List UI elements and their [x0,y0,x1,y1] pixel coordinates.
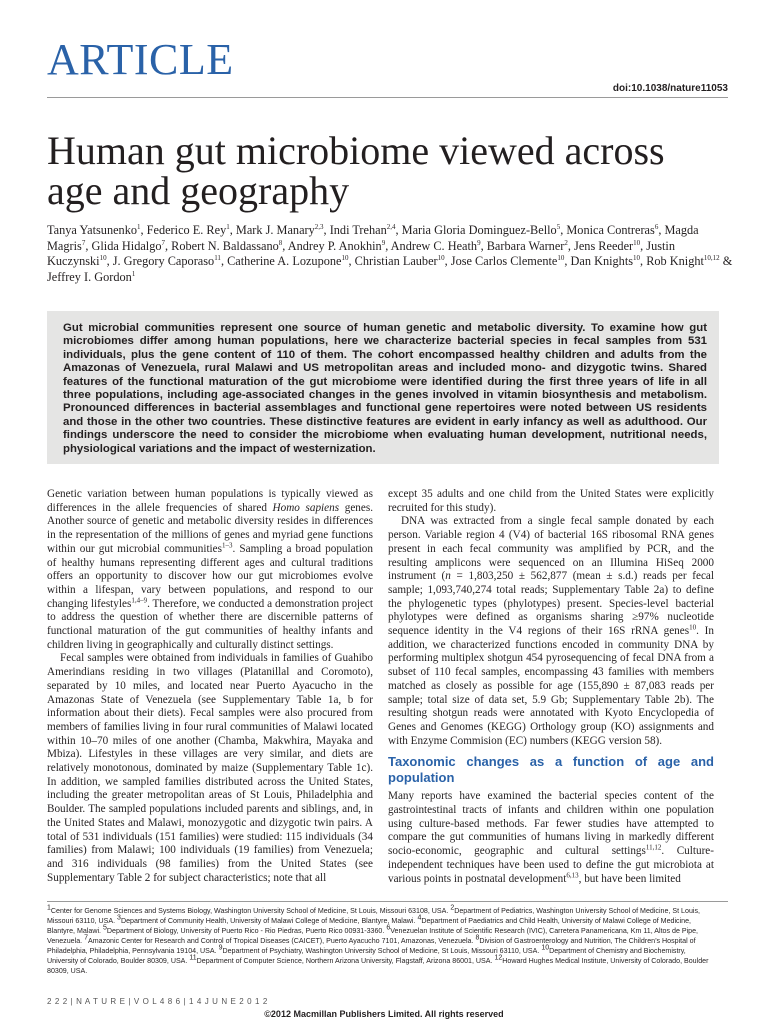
author-name[interactable]: Dan Knights [570,254,634,269]
paragraph: Fecal samples were obtained from individuals in families of Guahibo Amerindians residing in two villages (Platanillal and Coromoto), separated by 10 miles, and located near Puerto Ayacucho in the Amazonas State of Venezuela (see Supplementary Table 1a, b for information about their diets). Fecal samples were also procured from members of families living in four rural communities of Malawi located within 10–70 miles of one another (Chamba, Makwhira, Mayaka and Mbiza). Lifestyles in these villages are very similar, and diets are relatively monotonous, dominated by maize (Supplementary Table 1c). In addition, we sampled families distributed across the United States, including the greater metropolitan areas of St Louis, Philadelphia and Boulder. The sampled populations included parents and siblings, and, in the United States and Malawi, monozygotic and dizygotic twin pairs. A total of 531 individuals (151 families) were studied: 115 individuals (34 families) from Malawi; 100 individuals (19 families) from Venezuela; and 316 individuals (98 families) from the United States (see Supplementary Table 2 for subject characteristics; note that all [47,652,373,884]
author-affiliation-ref: 5 [556,222,561,231]
section-heading: Taxonomic changes as a function of age and population [388,754,714,786]
affiliation-number: 7 [84,934,88,942]
author-affiliation-ref: 7 [81,238,86,247]
affiliation-number: 9 [218,944,223,952]
author-name[interactable]: Robert N. Baldassano [171,238,279,253]
affiliation-text: Department of Chemistry and Biochemistry, University of Colorado, Boulder 80309, USA. [47,947,686,965]
author-affiliation-ref: 7 [161,238,166,247]
affiliation-number: 3 [117,914,121,922]
affiliation-text: Department of Biology, University of Puerto Rico - Rio Piedras, Puerto Rico 00931-3360. [106,927,387,935]
author-affiliation-ref: 2,3 [314,222,324,231]
author-affiliation-ref: 10,12 [703,254,720,263]
affiliation-number: 6 [386,924,391,932]
article-type-label: ARTICLE [47,35,234,84]
citation-ref[interactable]: 10 [689,623,697,632]
affiliation-number: 1 [47,904,51,912]
affiliation-number: 5 [102,924,107,932]
paragraph: DNA was extracted from a single fecal sample donated by each person. Variable region 4 (V4) of bacterial 16S ribosomal RNA genes present in each fecal community was amplified by PCR, and the resulting amplicons were sequenced on an Illumina HiSeq 2000 instrument (n = 1,803,250 ± 562,877 (mean ± s.d.) reads per fecal sample; 1,093,740,274 total reads; Supplementary Table 2a) to define the phylogenetic types (phylotypes) present. Species-level bacterial phylotypes were defined as organisms sharing ≥97% nucleotide sequence identity in the V4 regions of their 16S rRNA genes$^{10}$. In addition, we characterized functions encoded in community DNA by performing multiplex shotgun 454 pyrosequencing of fecal DNA from a subset of 110 fecal samples, encompassing 43 families with members matched as closely as possible for age (155,890 ± 87,083 reads per sample; total size of data set, 5.9 Gb; Supplementary Table 2b). The resulting shotgun reads were annotated with Kyoto Encyclopedia of Genes and Genomes (KEGG) Orthology group (KO) assignments and with Enzyme Commision (EC) numbers (KEGG version 58). [388,515,714,747]
body-column-left [47,488,373,885]
author-name[interactable]: Jens Reeder [574,238,634,253]
citation-ref[interactable]: 6,13 [566,870,579,879]
paragraph: Many reports have examined the bacterial species content of the gastrointestinal tracts of infants and children within one population using culture-based methods. Far fewer studies have attempted to compare the gut communities of humans living in markedly different socio-economic, geographic and cultural settings$^{11,12}$. Culture-independent techniques have been used to define the gut microbiota at various points in postnatal development$^{6,13}$, but have been limited [388,790,714,885]
author-affiliation-ref: 10 [557,254,565,263]
affiliation-text: Department of Computer Science, Northern Arizona University, Flagstaff, Arizona 86001, USA. [196,957,495,965]
citation-ref[interactable]: 1–3 [222,541,233,550]
header-divider [47,97,728,98]
author-name[interactable]: J. Gregory Caporaso [112,254,215,269]
author-affiliation-ref: 9 [477,238,481,247]
author-name[interactable]: Monica Contreras [566,223,655,237]
author-affiliation-ref: 10 [99,254,107,263]
footnote-divider [47,901,728,902]
author-name[interactable]: Barbara Warner [486,238,565,253]
paragraph: except 35 adults and one child from the United States were explicitly recruited for this study). [388,488,714,514]
author-affiliation-ref: 2 [564,238,568,247]
affiliation-text: Howard Hughes Medical Institute, University of Colorado, Boulder 80309, USA. [47,957,709,975]
author-name[interactable]: Indi Trehan [329,223,387,237]
affiliation-text: Amazonic Center for Research and Control of Tropical Diseases (CAICET), Puerto Ayacucho 7101, Amazonas, Venezuela. [87,937,476,945]
author-affiliation-ref: 8 [278,238,283,247]
author-affiliation-ref: 11 [214,254,221,263]
author-name[interactable]: Maria Gloria Dominguez-Bello [401,223,557,237]
affiliation-text: Division of Gastroenterology and Nutrition, The Children’s Hospital of Philadelphia, Philadelphia, Pennsylvania 19104, USA. [47,937,696,955]
author-affiliation-ref: 10 [437,254,445,263]
affiliation-text: Department of Community Health, University of Malawi College of Medicine, Blantyre, Malawi. [120,917,418,925]
author-name[interactable]: Catherine A. Lozupone [227,254,342,269]
affiliation-text: Department of Psychiatry, Washington University School of Medicine, St Louis, Missouri 63110, USA. [222,947,542,955]
affiliation-number: 10 [541,944,550,952]
author-affiliation-ref: 1 [226,222,230,231]
author-affiliation-ref: 10 [633,254,641,263]
author-name[interactable]: Tanya Yatsunenko [47,223,137,237]
paragraph: Genetic variation between human populations is typically viewed as differences in the allele frequencies of shared Homo sapiens genes. Another source of genetic and metabolic diversity resides in differences in the representation of the millions of genes and myriad gene functions within our gut microbial communities$^{1-3}$. Sampling a broad population of healthy humans representing different ages and cultural traditions offers an opportunity to discover how our gut microbiomes evolve within a lifespan, vary between populations, and respond to our changing lifestyles$^{1,4-9}$. Therefore, we conducted a demonstration project to address the question of whether there are discernible patterns of functional maturation of the gut communities of healthy infants and children living in geographically and culturally distinct settings. [47,488,373,651]
article-title: Human gut microbiome viewed across age and geography [47,128,665,213]
affiliation-text: Department of Pediatrics, Washington University School of Medicine, St Louis, Missouri 63110, USA. [47,907,700,925]
author-list: Tanya Yatsunenko$^1$, Federico E. Rey$^1$, Mark J. Manary$^{2,3}$, Indi Trehan$^{2,4}$, Maria Gloria Dominguez-Bello$^5$, Monica Contreras$^6$, Magda Magris$^7$, Glida Hidalgo$^7$, Robert N. Baldassano$^8$, Andrey P. Anokhin$^9$, Andrew C. Heath$^9$, Barbara Warner$^2$, Jens Reeder$^{10}$, Justin Kuczynski$^{10}$, J. Gregory Caporaso$^{11}$, Catherine A. Lozupone$^{10}$, Christian Lauber$^{10}$, Jose Carlos Clemente$^{10}$, Dan Knights$^{10}$, Rob Knight$^{10,12}$ & Jeffrey I. Gordon$^1$ [47,222,733,284]
author-affiliation-ref: 1 [131,269,136,278]
author-affiliation-ref: 6 [654,222,659,231]
author-name[interactable]: Jeffrey I. Gordon [47,269,132,284]
author-name[interactable]: Jose Carlos Clemente [450,254,558,269]
affiliation-number: 12 [494,954,503,962]
affiliation-text: Department of Paediatrics and Child Health, University of Malawi College of Medicine, Blantyre, Malawi. [47,917,692,935]
author-name[interactable]: Andrew C. Heath [390,238,478,253]
author-name[interactable]: Mark J. Manary [235,223,315,237]
affiliations-footnote [47,906,717,976]
author-name[interactable]: Federico E. Rey [146,223,227,237]
author-affiliation-ref: 10 [633,238,641,247]
author-name[interactable]: Andrey P. Anokhin [287,238,382,253]
affiliation-number: 11 [189,954,197,962]
body-column-right [388,488,714,886]
citation-ref[interactable]: 1,4–9 [131,595,148,604]
affiliation-number: 2 [450,904,455,912]
affiliation-text: Venezuelan Institute of Scientific Research (IVIC), Carretera Panamericana, Km 11, Altos de Pipe, Venezuela. [47,927,699,945]
author-affiliation-ref: 1 [137,222,141,231]
author-affiliation-ref: 9 [381,238,386,247]
author-name[interactable]: Magda Magris [47,223,699,253]
author-name[interactable]: Justin Kuczynski [47,238,675,269]
author-name[interactable]: Rob Knight [646,254,704,269]
abstract-box [47,311,719,464]
author-affiliation-ref: 2,4 [386,222,396,231]
author-name[interactable]: Christian Lauber [354,254,438,269]
author-affiliation-ref: 10 [341,254,349,263]
affiliation-number: 4 [417,914,422,922]
affiliation-text: Center for Genome Sciences and Systems Biology, Washington University School of Medicine, St Louis, Missouri 63108, USA. [50,907,451,915]
affiliation-number: 8 [475,934,480,942]
page-info: 2 2 2 | N A T U R E | V O L 4 8 6 | 1 4 J U N E 2 0 1 2 [47,997,268,1006]
author-name[interactable]: Glida Hidalgo [91,238,162,253]
abstract-text: Gut microbial communities represent one source of human genetic and metabolic diversity. To examine how gut microbiomes differ among human populations, here we characterize bacterial species in fecal samples from 531 individuals, plus the gene content of 110 of them. The cohort encompassed healthy children and adults from the Amazonas of Venezuela, rural Malawi and US metropolitan areas and included mono- and dizygotic twins. Shared features of the functional maturation of the gut microbiome were identified during the first three years of life in all three populations, including age-associated changes in the genes involved in vitamin biosynthesis and metabolism. Pronounced differences in bacterial assemblages and functional gene repertoires were noted between US residents and those in the other two countries. These distinctive features are evident in early infancy as well as adulthood. Our findings underscore the need to consider the microbiome when evaluating human development, nutritional needs, physiological variations and the impact of westernization. [63,322,707,455]
citation-ref[interactable]: 11,12 [645,843,662,852]
copyright-notice: ©2012 Macmillan Publishers Limited. All rights reserved [264,1009,504,1019]
doi-link[interactable]: doi:10.1038/nature11053 [612,83,728,94]
